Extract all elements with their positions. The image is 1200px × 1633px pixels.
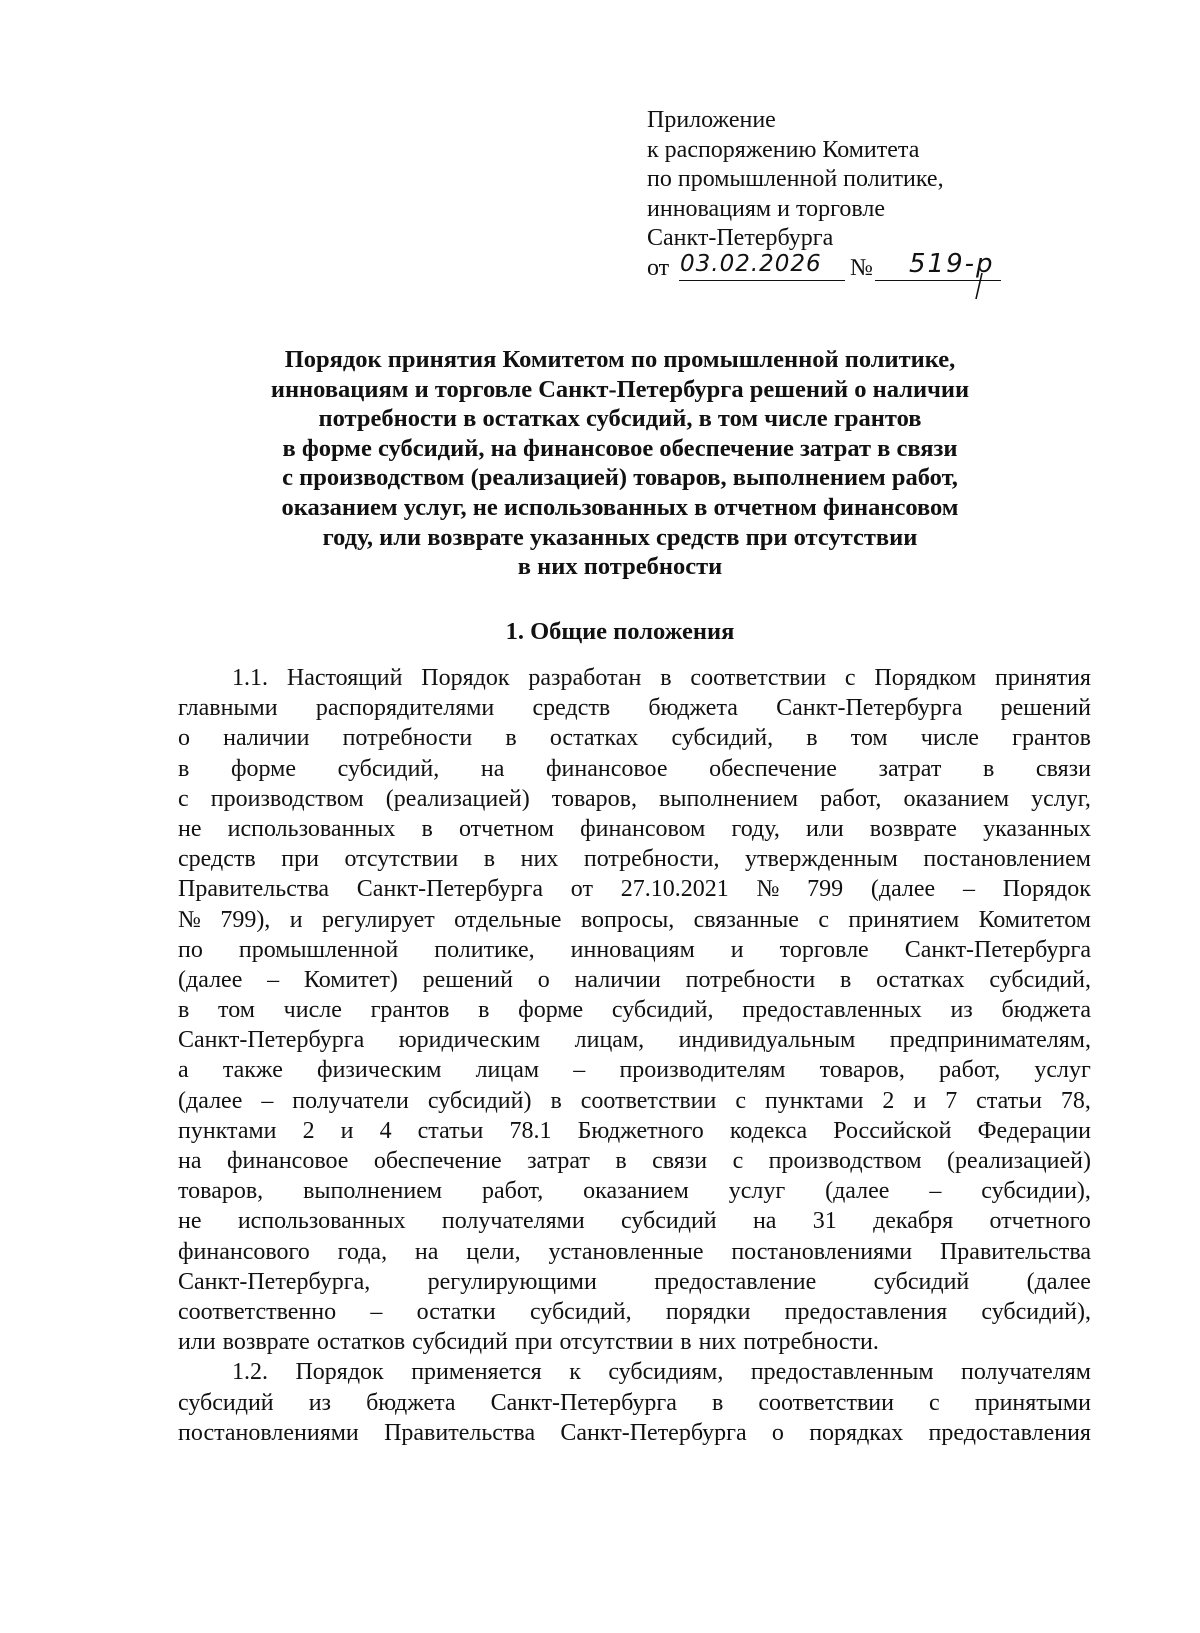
appendix-line: к распоряжению Комитета	[647, 136, 920, 163]
body-line: соответственно – остатки субсидий, порядки предоставления субсидий),	[178, 1298, 1091, 1325]
body-line: Санкт-Петербурга юридическим лицам, индивидуальным предпринимателям,	[178, 1027, 1091, 1054]
title-line: Порядок принятия Комитетом по промышленной политике,	[284, 346, 956, 373]
handwriting-stroke-icon	[973, 272, 985, 300]
title-line: с производством (реализацией) товаров, выполнением работ,	[282, 464, 958, 492]
appendix-line: Санкт-Петербурга	[647, 225, 834, 251]
body-line: 1.1. Настоящий Порядок разработан в соответствии с Порядком принятия	[232, 665, 1091, 691]
body-line: № 799), и регулирует отдельные вопросы, связанные с принятием Комитетом	[178, 906, 1091, 933]
body-line: 1.2. Порядок применяется к субсидиям, предоставленным получателям	[232, 1359, 1091, 1386]
body-line: (далее – Комитет) решений о наличии потребности в остатках субсидий,	[178, 966, 1091, 993]
body-line: субсидий из бюджета Санкт-Петербурга в соответствии с принятыми	[178, 1389, 1091, 1416]
body-line: товаров, выполнением работ, оказанием услуг (далее – субсидии),	[178, 1178, 1091, 1205]
body-line: не использованных в отчетном финансовом году, или возврате указанных	[178, 815, 1091, 842]
body-line: средств при отсутствии в них потребности, утвержденным постановлением	[178, 846, 1091, 873]
body-line: не использованных получателями субсидий на 31 декабря отчетного	[178, 1208, 1091, 1235]
body-line: пунктами 2 и 4 статьи 78.1 Бюджетного кодекса Российской Федерации	[178, 1117, 1091, 1144]
appendix-note	[647, 106, 1087, 286]
body-line: (далее – получатели субсидий) в соответствии с пунктами 2 и 7 статьи 78,	[178, 1087, 1091, 1114]
body-line: финансового года, на цели, установленные постановлениями Правительства	[178, 1238, 1091, 1265]
title-line: году, или возврате указанных средств при отсутствии	[322, 523, 918, 551]
date-prefix: от	[647, 254, 670, 281]
body-line: Санкт-Петербурга, регулирующими предоставление субсидий (далее	[178, 1268, 1091, 1295]
body-line: Правительства Санкт-Петербурга от 27.10.2021 № 799 (далее – Порядок	[178, 876, 1091, 903]
body-line: о наличии потребности в остатках субсидий, в том числе грантов	[178, 725, 1091, 752]
document-title	[180, 345, 1060, 582]
number-sign: №	[850, 254, 873, 281]
body-line: постановлениями Правительства Санкт-Петербурга о порядках предоставления	[178, 1419, 1091, 1446]
body-text	[178, 663, 1091, 1448]
handwritten-date: 03.02.2026	[680, 250, 822, 277]
section-heading: 1. Общие положения	[505, 618, 735, 645]
body-line: по промышленной политике, инновациям и торговле Санкт-Петербурга	[178, 936, 1091, 963]
title-line: в форме субсидий, на финансовое обеспечение затрат в связи	[282, 434, 958, 462]
body-line: с производством (реализацией) товаров, выполнением работ, оказанием услуг,	[178, 785, 1091, 812]
title-line: оказанием услуг, не использованных в отчетном финансовом	[281, 493, 959, 521]
body-line: главными распорядителями средств бюджета Санкт-Петербурга решений	[178, 695, 1091, 722]
appendix-line: инновациям и торговле	[647, 195, 886, 222]
body-line: в форме субсидий, на финансовое обеспечение затрат в связи	[178, 755, 1091, 782]
date-underline	[679, 280, 845, 282]
handwritten-number: 519-р	[909, 248, 995, 279]
appendix-date-number-line	[647, 248, 1087, 286]
appendix-line: Приложение	[647, 107, 776, 133]
title-line: в них потребности	[517, 553, 723, 581]
title-line: потребности в остатках субсидий, в том числе грантов	[318, 405, 922, 433]
body-line: в том числе грантов в форме субсидий, предоставленных из бюджета	[178, 997, 1091, 1024]
appendix-line: по промышленной политике,	[647, 166, 944, 192]
title-line: инновациям и торговле Санкт-Петербурга решений о наличии	[270, 375, 970, 403]
body-line: а также физическим лицам – производителям товаров, работ, услуг	[178, 1057, 1091, 1084]
body-line: или возврате остатков субсидий при отсутствии в них потребности.	[178, 1329, 879, 1356]
body-line: на финансовое обеспечение затрат в связи с производством (реализацией)	[178, 1148, 1091, 1174]
